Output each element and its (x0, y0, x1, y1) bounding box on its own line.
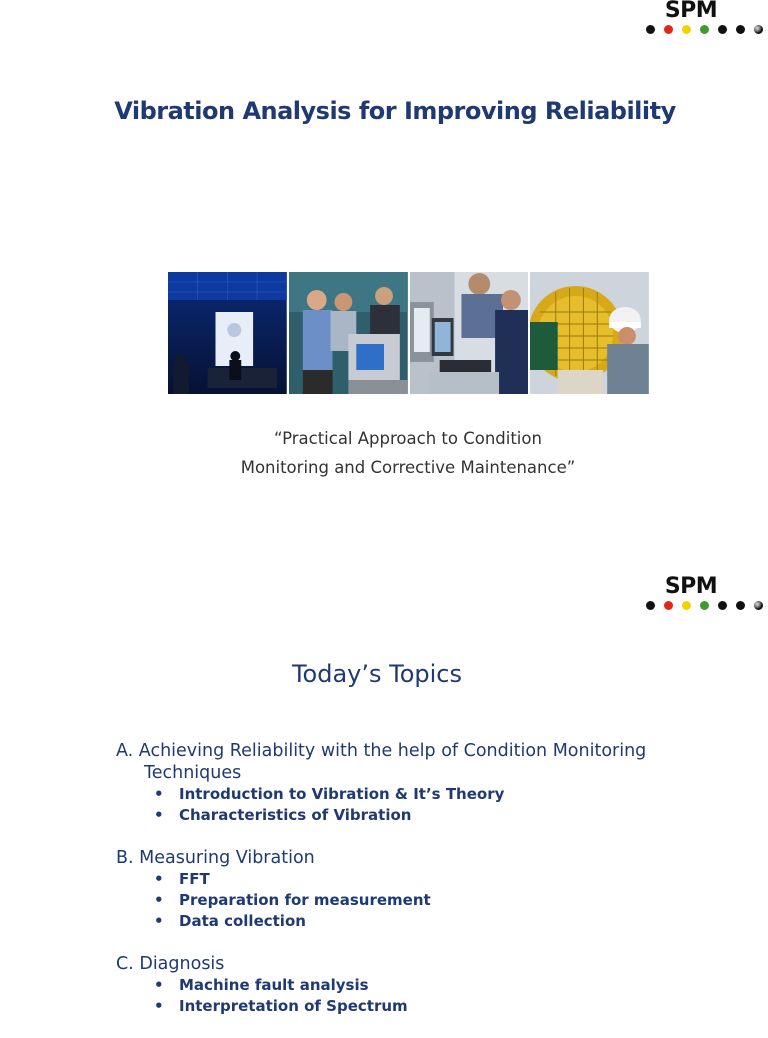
logo-dot-black (736, 25, 745, 34)
logo-dot-black (646, 601, 655, 610)
logo-dot-yellow (682, 25, 691, 34)
list-item (116, 911, 756, 932)
section-heading (116, 953, 756, 975)
hardhat-worker-photo (530, 272, 649, 394)
logo-dot-yellow (682, 601, 691, 610)
section-heading (116, 847, 756, 869)
spm-logo (646, 576, 766, 612)
spm-logo (646, 0, 766, 36)
section-heading-text: A. Achieving Reliability with the help of Condition Monitoring (116, 741, 647, 761)
quote-line-1: “Practical Approach to Condition (274, 429, 542, 448)
bullet-mark: • (154, 785, 164, 803)
logo-dot-sphere (754, 25, 763, 34)
logo-dot-black (736, 601, 745, 610)
list-item (116, 784, 756, 805)
topics-list (116, 740, 756, 1038)
slide-quote (0, 424, 768, 482)
list-item-text: Interpretation of Spectrum (179, 997, 408, 1015)
bullet-mark: • (154, 870, 164, 888)
section-heading-text: C. Diagnosis (116, 954, 225, 974)
list-item-text: Introduction to Vibration & It’s Theory (179, 785, 505, 803)
logo-dots (646, 24, 763, 34)
list-item (116, 975, 756, 996)
logo-dot-black (718, 601, 727, 610)
logo-dot-red (664, 601, 673, 610)
bullet-mark: • (154, 912, 164, 930)
logo-text: SPM (664, 574, 718, 599)
list-item-text: Data collection (179, 912, 306, 930)
logo-dot-black (718, 25, 727, 34)
engineers-photo (410, 272, 529, 394)
bullet-list (116, 869, 756, 932)
list-item (116, 890, 756, 911)
classroom-photo (168, 272, 287, 394)
topic-section-c (116, 953, 756, 1017)
list-item-text: Preparation for measurement (179, 891, 431, 909)
list-item (116, 869, 756, 890)
section-heading-continued: Techniques (144, 763, 242, 783)
bullet-list (116, 784, 756, 826)
logo-dot-sphere (754, 601, 763, 610)
logo-dot-red (664, 25, 673, 34)
topic-section-a (116, 740, 756, 826)
bullet-mark: • (154, 997, 164, 1015)
logo-text: SPM (664, 0, 718, 23)
photo-strip (168, 272, 649, 394)
list-item (116, 805, 756, 826)
bullet-list (116, 975, 756, 1017)
list-item-text: Characteristics of Vibration (179, 806, 412, 824)
section-heading (116, 740, 756, 784)
bullet-mark: • (154, 976, 164, 994)
logo-dot-black (646, 25, 655, 34)
bullet-mark: • (154, 891, 164, 909)
slide-title: Vibration Analysis for Improving Reliability (114, 97, 676, 125)
list-item (116, 996, 756, 1017)
topics-slide (0, 560, 768, 1024)
list-item-text: FFT (179, 870, 210, 888)
topic-section-b (116, 847, 756, 932)
quote-line-2: Monitoring and Corrective Maintenance” (240, 458, 576, 477)
list-item-text: Machine fault analysis (179, 976, 369, 994)
logo-dot-green (700, 601, 709, 610)
topics-title: Today’s Topics (291, 660, 463, 688)
bullet-mark: • (154, 806, 164, 824)
logo-dots (646, 600, 763, 610)
trainees-photo (289, 272, 408, 394)
section-heading-text: B. Measuring Vibration (116, 848, 315, 868)
logo-dot-green (700, 25, 709, 34)
